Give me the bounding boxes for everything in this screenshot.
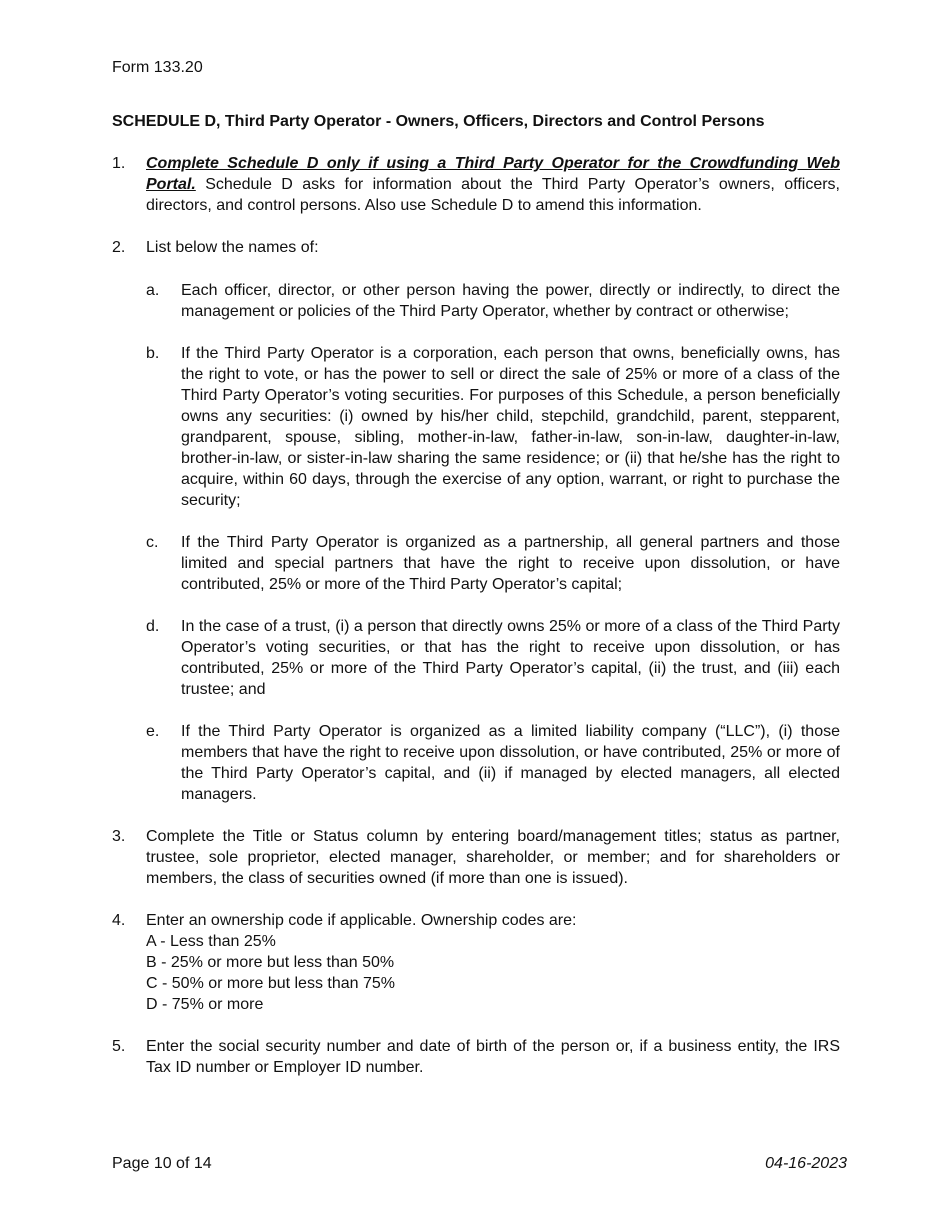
page-number: Page 10 of 14 bbox=[112, 1155, 212, 1172]
ownership-code: C - 50% or more but less than 75% bbox=[146, 975, 396, 992]
item-number: 1. bbox=[112, 155, 126, 172]
sub-text: In the case of a trust, (i) a person that directly owns 25% or more of a class of the Third Party Operator’s voting securities, or that has the right to receive upon dissolution, or has contributed, 25% or more of the Third Party Operator’s capital, (ii) the trust, and (iii) each trustee; and bbox=[181, 618, 840, 698]
instructions-list bbox=[112, 153, 840, 1078]
sublist-item bbox=[146, 616, 840, 700]
sub-text: If the Third Party Operator is organized as a partnership, all general partners and those limited and special partners that have the right to receive upon dissolution, or have contributed, 25% or more of the Third Party Operator’s capital; bbox=[181, 534, 840, 593]
form-number: Form 133.20 bbox=[112, 59, 203, 76]
item-text: Schedule D asks for information about the Third Party Operator’s owners, officers, directors, and control persons. Also use Schedule D to amend this information. bbox=[146, 176, 840, 214]
list-item bbox=[112, 1036, 840, 1078]
item-number: 5. bbox=[112, 1038, 126, 1055]
sub-letter: d. bbox=[146, 618, 160, 635]
sub-letter: c. bbox=[146, 534, 159, 551]
sublist-item bbox=[146, 280, 840, 322]
item-lead: Complete Schedule D only if using a Third Party Operator for the Crowdfunding Web Portal. bbox=[146, 155, 840, 193]
list-item bbox=[112, 153, 840, 216]
item-text: Enter an ownership code if applicable. Ownership codes are: bbox=[146, 912, 577, 929]
ownership-code: A - Less than 25% bbox=[146, 933, 276, 950]
sub-text: If the Third Party Operator is a corporation, each person that owns, beneficially owns, has the right to vote, or has the power to sell or direct the sale of 25% or more of a class of the Third Party Operator’s voting securities. For purposes of this Schedule, a person beneficially owns any securities: (i) owned by his/her child, stepchild, grandchild, parent, stepparent, grandparent, spouse, sibling, mother-in-law, father-in-law, son-in-law, daughter-in-law, brother-in-law, or sister-in-law sharing the same residence; or (ii) that he/she has the right to acquire, within 60 days, through the exercise of any option, warrant, or right to purchase the security; bbox=[181, 345, 840, 509]
page-title: SCHEDULE D, Third Party Operator - Owners, Officers, Directors and Control Persons bbox=[112, 113, 765, 130]
sub-letter: b. bbox=[146, 345, 160, 362]
item-text: Complete the Title or Status column by entering board/management titles; status as partner, trustee, sole proprietor, elected manager, shareholder, or member; and for shareholders or members, the class of securities owned (if more than one is issued). bbox=[146, 828, 840, 887]
sublist-item bbox=[146, 721, 840, 805]
item-number: 2. bbox=[112, 239, 126, 256]
item-number: 3. bbox=[112, 828, 126, 845]
list-item bbox=[112, 237, 840, 805]
sublist-item bbox=[146, 343, 840, 511]
ownership-code: B - 25% or more but less than 50% bbox=[146, 954, 395, 971]
item-text: Enter the social security number and date of birth of the person or, if a business entity, the IRS Tax ID number or Employer ID number. bbox=[146, 1038, 840, 1076]
sublist-item bbox=[146, 532, 840, 595]
revision-date: 04-16-2023 bbox=[765, 1155, 847, 1172]
item-number: 4. bbox=[112, 912, 126, 929]
ownership-codes bbox=[146, 931, 840, 1015]
ownership-code: D - 75% or more bbox=[146, 996, 264, 1013]
item-text: List below the names of: bbox=[146, 239, 319, 256]
list-item bbox=[112, 826, 840, 889]
sub-text: Each officer, director, or other person having the power, directly or indirectly, to direct the management or policies of the Third Party Operator, whether by contract or otherwise; bbox=[181, 282, 840, 320]
sub-letter: e. bbox=[146, 723, 160, 740]
list-item bbox=[112, 910, 840, 1015]
sub-letter: a. bbox=[146, 282, 160, 299]
sublist bbox=[146, 280, 840, 805]
sub-text: If the Third Party Operator is organized as a limited liability company (“LLC”), (i) those members that have the right to receive upon dissolution, or have contributed, 25% or more of the Third Party Operator’s capital, and (ii) if managed by elected managers, all elected managers. bbox=[181, 723, 840, 803]
